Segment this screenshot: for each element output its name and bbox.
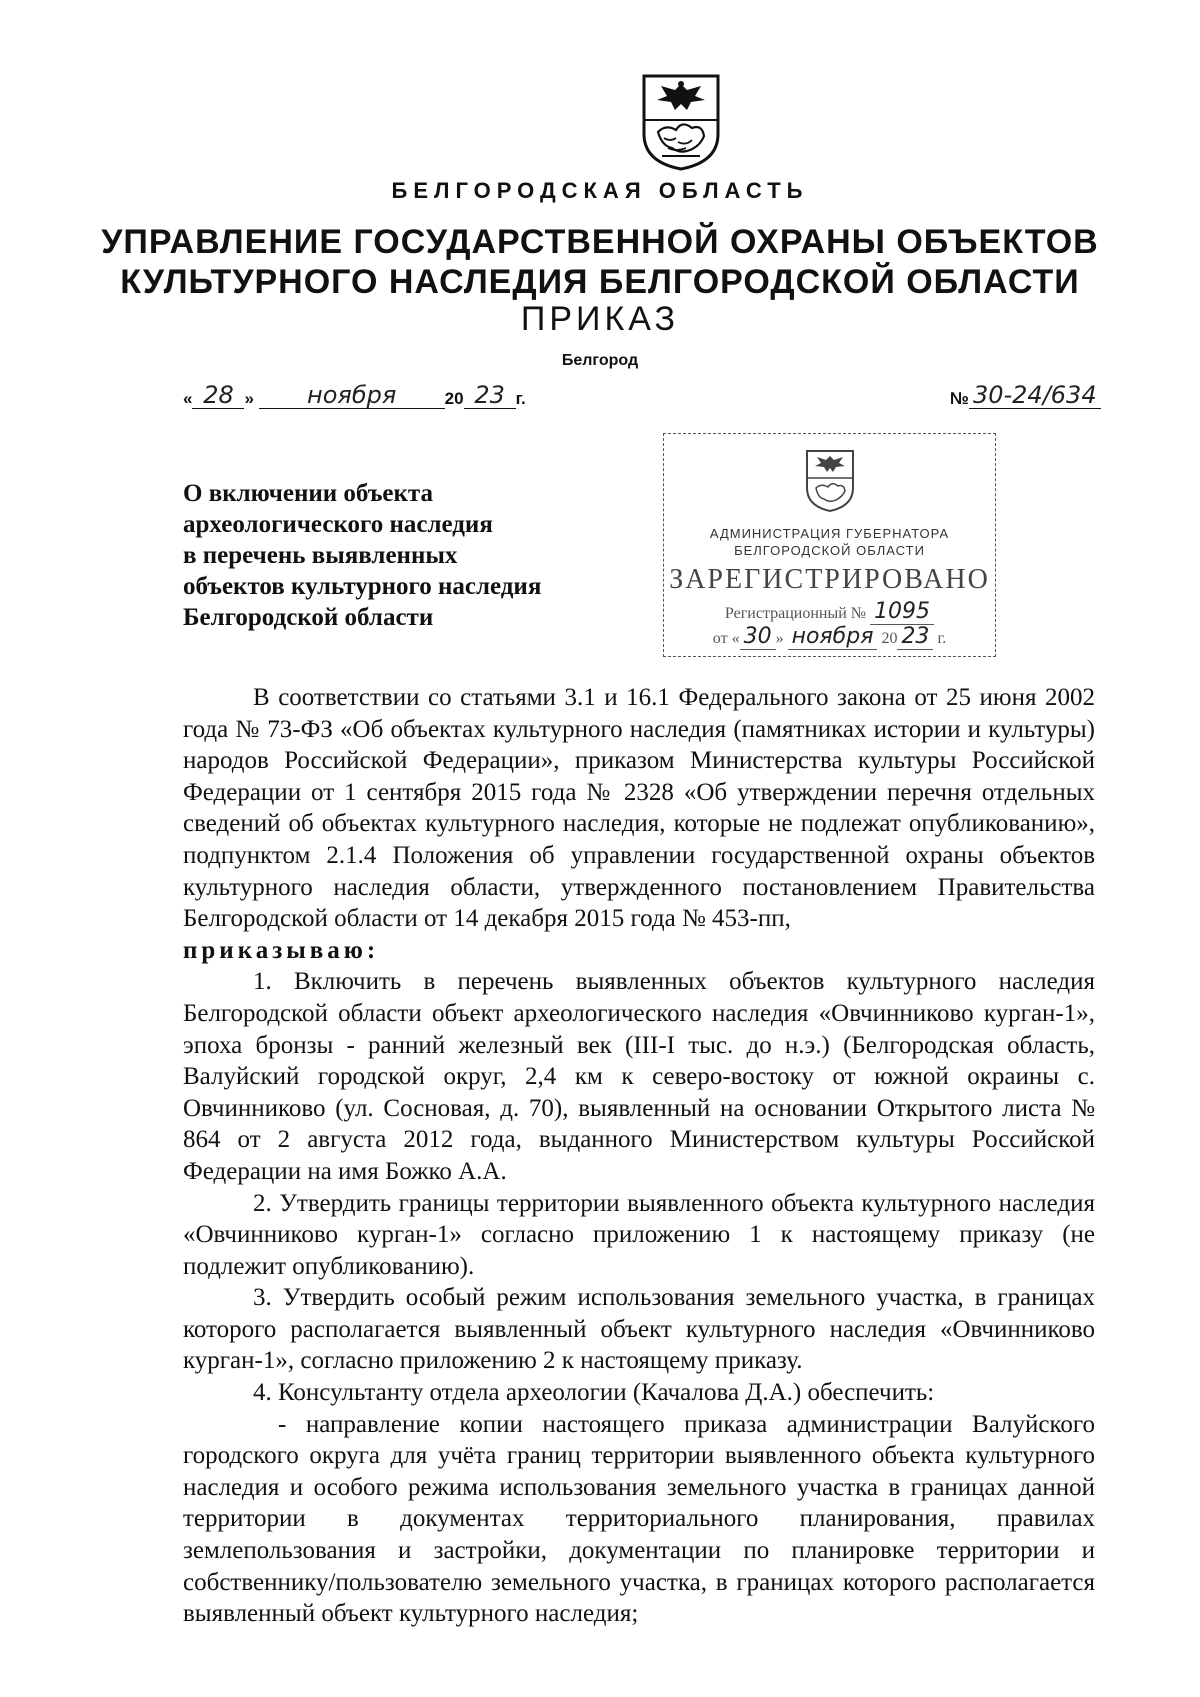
preamble-paragraph: В соответствии со статьями 3.1 и 16.1 Федерального закона от 25 июня 2002 года № 73-ФЗ «Об объектах культурного наследия (памятниках истории и культуры) народов Российской Федерации», приказом Министерства культуры Российской Федерации от 1 сентября 2015 года № 2328 «Об утверждении перечня отдельных сведений об объектах культурного наследия, которые не подлежат опубликованию», подпунктом 2.1.4 Положения об управлении государственной охраны объектов культурного наследия области, утвержденного постановлением Правительства Белгородской области от 14 декабря 2015 года № 453-пп,: [183, 684, 1095, 933]
stamp-reg-label: Регистрационный №: [724, 605, 867, 622]
stamp-admin-line2: БЕЛГОРОДСКОЙ ОБЛАСТИ: [734, 543, 925, 558]
item-4-subparagraph-1: - направление копии настоящего приказа администрации Валуйского городского округа для учёта границ территории выявленного объекта культурного наследия и особого режима использования земельного участка в границах данной территории в документах территориального планирования, правилах землепользования и застройки, документации по планировке территории и собственнику/пользователю земельного участка, в границах которого располагается выявленный объект культурного наследия;: [183, 1410, 1095, 1628]
subject-line: объектов культурного наследия: [183, 573, 542, 600]
stamp-from-label: от «: [712, 630, 740, 647]
stamp-close-quote: »: [775, 630, 784, 647]
city-label: Белгород: [561, 352, 639, 369]
order-word-paragraph: [183, 935, 1095, 967]
stamp-coat-of-arms-icon: [804, 448, 856, 514]
stamp-reg-number: 1095: [870, 599, 934, 625]
date-month: ноября: [259, 382, 445, 409]
stamp-reg-row: [664, 599, 995, 624]
number-value: 30-24/634: [969, 382, 1101, 409]
date-year-suffix: 23: [464, 382, 516, 409]
stamp-year-mark: г.: [937, 630, 947, 647]
region-title: БЕЛГОРОДСКАЯ ОБЛАСТЬ: [391, 178, 809, 203]
item-paragraph-3: 3. Утвердить особый режим использования земельного участка, в границах которого располагается выявленный объект культурного наследия «Овчинниково курган-1», согласно приложению 2 к настоящему приказу.: [183, 1284, 1095, 1375]
item-paragraph-2: 2. Утвердить границы территории выявленного объекта культурного наследия «Овчинниково курган-1» согласно приложению 1 к настоящему приказу (не подлежит опубликованию).: [183, 1189, 1095, 1280]
stamp-admin-line1: АДМИНИСТРАЦИЯ ГУБЕРНАТОРА: [709, 526, 950, 541]
number-label: №: [950, 389, 969, 408]
order-subject: [183, 478, 603, 633]
stamp-year-prefix: 20: [881, 630, 898, 647]
stamp-administration: [664, 525, 995, 559]
department-title-line2: КУЛЬТУРНОГО НАСЛЕДИЯ БЕЛГОРОДСКОЙ ОБЛАСТИ: [120, 263, 1080, 301]
subject-line: в перечень выявленных: [183, 542, 458, 569]
stamp-year-suffix: 23: [897, 624, 933, 650]
document-type: ПРИКАЗ: [520, 300, 680, 338]
date-day: 28: [192, 382, 244, 409]
subject-line: Белгородской области: [183, 604, 434, 631]
order-number: [950, 382, 1101, 409]
date-year-mark: г.: [515, 389, 526, 408]
department-title-line1: УПРАВЛЕНИЕ ГОСУДАРСТВЕННОЙ ОХРАНЫ ОБЪЕКТОВ: [101, 223, 1099, 261]
date-open-quote: «: [183, 389, 193, 408]
stamp-registered: ЗАРЕГИСТРИРОВАНО: [669, 564, 990, 595]
item-paragraph-1: 1. Включить в перечень выявленных объектов культурного наследия Белгородской области объект археологического наследия «Овчинниково курган-1», эпоха бронзы - ранний железный век (III-I тыс. до н.э.) (Белгородская область, Валуйский городской округ, 2,4 км к северо-востоку от южной окраины с. Овчинниково (ул. Сосновая, д. 70), выявленный на основании Открытого листа № 864 от 2 августа 2012 года, выданного Министерством культуры Российской Федерации на имя Божко А.А.: [183, 968, 1095, 1185]
registration-stamp: [663, 433, 996, 657]
stamp-day: 30: [740, 624, 776, 650]
order-body: [183, 682, 1095, 1630]
stamp-month: ноября: [788, 624, 878, 650]
order-word: приказываю:: [183, 936, 380, 964]
subject-line: О включении объекта: [183, 480, 433, 507]
coat-of-arms-icon: [640, 72, 722, 172]
date-year-prefix: 20: [444, 389, 464, 408]
stamp-date-row: [664, 624, 995, 649]
date-close-quote: »: [244, 389, 254, 408]
subject-line: археологического наследия: [183, 511, 493, 538]
item-paragraph-4: 4. Консультанту отдела археологии (Качалова Д.А.) обеспечить:: [253, 1379, 935, 1407]
order-date: [183, 382, 526, 409]
